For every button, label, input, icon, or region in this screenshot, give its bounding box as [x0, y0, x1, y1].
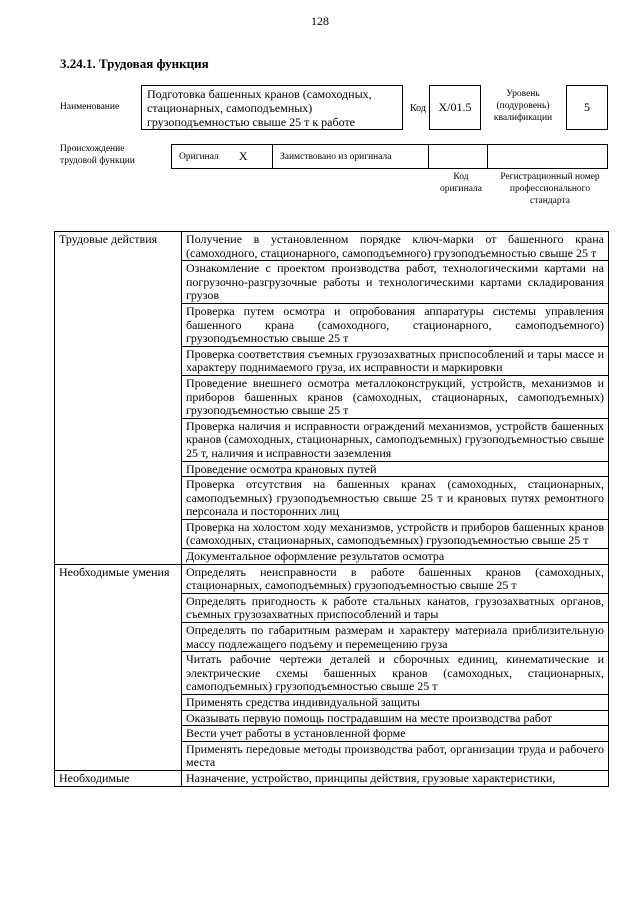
- item-cell: Определять по габаритным размерам и характеру материала приблизительную массу подлежащего подъему и перемещению груза: [182, 623, 609, 652]
- item-cell: Проверка наличия и исправности ограждений механизмов, устройств башенных кранов (самоходных, стационарных, самоподъемных) грузоподъемностью свыше 25 т, наличия и исправности заземления: [182, 418, 609, 461]
- item-cell: Получение в установленном порядке ключ-марки от башенного крана (самоходного, стационарного, самоподъемного) грузоподъемностью свыше 25 т: [182, 232, 609, 261]
- item-cell: Вести учет работы в установленной форме: [182, 726, 609, 742]
- code-original-label: Код оригинала: [440, 172, 482, 194]
- category-cell: Трудовые действия: [55, 232, 182, 565]
- level-value-box: 5: [566, 85, 608, 130]
- code-label: Код: [410, 103, 426, 114]
- name-label: Наименование: [60, 102, 120, 112]
- item-cell: Применять средства индивидуальной защиты: [182, 695, 609, 711]
- item-cell: Читать рабочие чертежи деталей и сборочных единиц, кинематические и электрические схемы башенных кранов (самоходных, стационарных, самоподъемных) грузоподъемностью свыше 25 т: [182, 652, 609, 695]
- item-cell: Проведение внешнего осмотра металлоконструкций, устройств, механизмов и приборов башенных кранов (самоходных, стационарных, самоподъемных) грузоподъемностью свыше 25 т: [182, 375, 609, 418]
- function-name-box: Подготовка башенных кранов (самоходных, стационарных, самоподъемных) грузоподъемностью свыше 25 т к работе: [141, 85, 403, 130]
- item-cell: Проверка отсутствия на башенных кранах (самоходных, стационарных, самоподъемных) грузоподъемностью свыше 25 т и крановых путях ремонтного персонала и посторонних лиц: [182, 477, 609, 520]
- level-label: Уровень (подуровень) квалификации: [493, 89, 553, 123]
- table-row: [55, 770, 609, 786]
- item-cell: Проведение осмотра крановых путей: [182, 461, 609, 477]
- item-cell: Документальное оформление результатов осмотра: [182, 549, 609, 565]
- category-cell: Необходимые: [55, 770, 182, 786]
- original-cell: [171, 144, 273, 169]
- item-cell: Проверка соответствия съемных грузозахватных приспособлений и тары массе и характеру поднимаемого груза, их исправности и маркировки: [182, 346, 609, 375]
- borrowed-cell: Заимствовано из оригинала: [272, 144, 429, 169]
- origin-row: [171, 144, 609, 169]
- item-cell: Применять передовые методы производства работ, организации труда и рабочего места: [182, 741, 609, 770]
- category-cell: Необходимые умения: [55, 564, 182, 770]
- code-value-box: Х/01.5: [429, 85, 481, 130]
- item-cell: Назначение, устройство, принципы действия, грузовые характеристики,: [182, 770, 609, 786]
- page-number: 128: [311, 14, 329, 28]
- reg-number-cell: [487, 144, 608, 169]
- table-row: [55, 232, 609, 261]
- function-details-table: [54, 231, 609, 787]
- section-title: 3.24.1. Трудовая функция: [60, 56, 209, 71]
- origin-label: Происхождение трудовой функции: [60, 144, 135, 166]
- table-row: [55, 564, 609, 593]
- code-original-cell: [428, 144, 488, 169]
- original-label: Оригинал: [179, 151, 219, 162]
- item-cell: Проверка на холостом ходу механизмов, устройств и приборов башенных кранов (самоходных, стационарных, самоподъемных) грузоподъемностью свыше 25 т: [182, 519, 609, 548]
- reg-number-label: Регистрационный номер профессионального стандарта: [500, 172, 600, 206]
- original-mark: X: [238, 149, 248, 163]
- item-cell: Ознакомление с проектом производства работ, технологическими картами на погрузочно-разгрузочные работы и технологическими картами складирования грузов: [182, 261, 609, 304]
- item-cell: Определять неисправности в работе башенных кранов (самоходных, стационарных, самоподъемных) грузоподъемностью свыше 25 т: [182, 564, 609, 593]
- item-cell: Оказывать первую помощь пострадавшим на месте производства работ: [182, 710, 609, 726]
- item-cell: Проверка путем осмотра и опробования аппаратуры системы управления башенного крана (самоходного, стационарного, самоподъемного) грузоподъемностью свыше 25 т: [182, 303, 609, 346]
- item-cell: Определять пригодность к работе стальных канатов, грузозахватных органов, съемных грузозахватных приспособлений и тары: [182, 593, 609, 622]
